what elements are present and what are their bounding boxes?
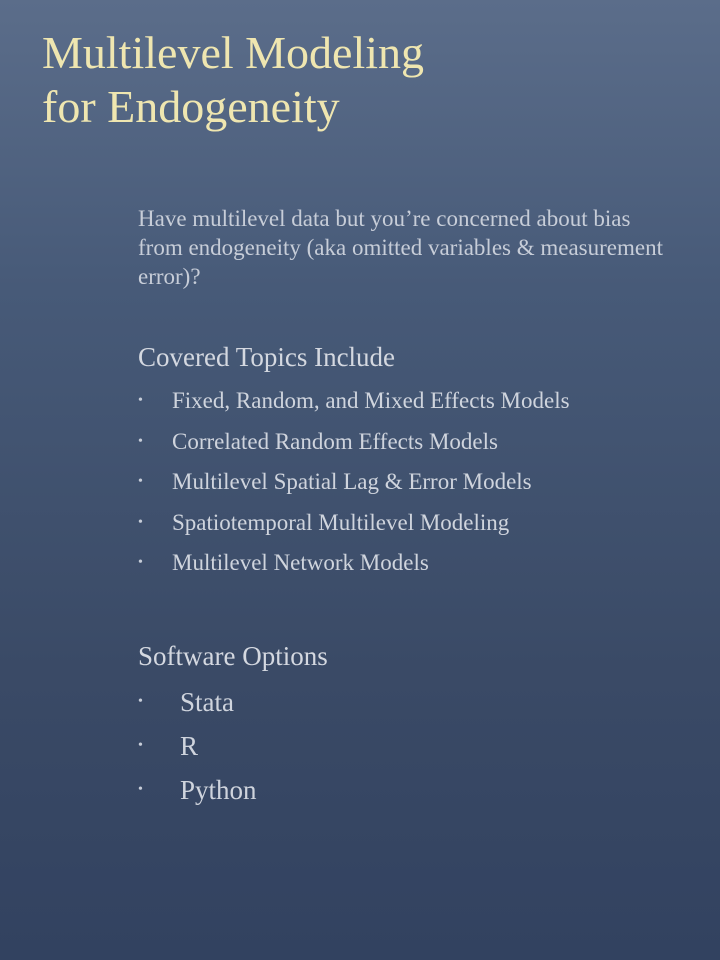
bullet-icon: • [138,393,143,408]
topic-label: Correlated Random Effects Models [172,428,498,454]
bullet-icon: • [138,555,143,570]
software-label: Python [180,775,257,805]
list-item [138,466,698,507]
topics-heading: Covered Topics Include [138,342,396,372]
list-item [138,684,438,728]
bullet-icon: • [138,474,143,489]
software-label: R [180,731,199,761]
intro-question: Have multilevel data but you’re concerned about bias from endogeneity (aka omitted variables & measurement error)? [138,206,663,289]
bullet-icon: • [138,782,143,797]
list-item [138,547,698,588]
topic-label: Spatiotemporal Multilevel Modeling [172,509,510,535]
title-line-1: Multilevel Modeling [42,27,425,78]
title-line-2: for Endogeneity [42,81,340,132]
list-item [138,385,698,426]
list-item [138,772,438,816]
topic-label: Fixed, Random, and Mixed Effects Models [172,388,570,413]
software-label: Stata [180,687,234,717]
software-heading: Software Options [138,641,328,671]
bullet-icon: • [138,433,143,449]
list-item [138,507,698,548]
slide-title [42,26,682,134]
topics-list [138,385,698,588]
topic-label: Multilevel Network Models [172,550,429,575]
bullet-icon: • [138,514,143,530]
bullet-icon: • [138,738,143,753]
list-item [138,728,438,772]
list-item [138,426,698,467]
software-list [138,684,438,816]
bullet-icon: • [138,694,143,709]
topic-label: Multilevel Spatial Lag & Error Models [172,469,532,494]
